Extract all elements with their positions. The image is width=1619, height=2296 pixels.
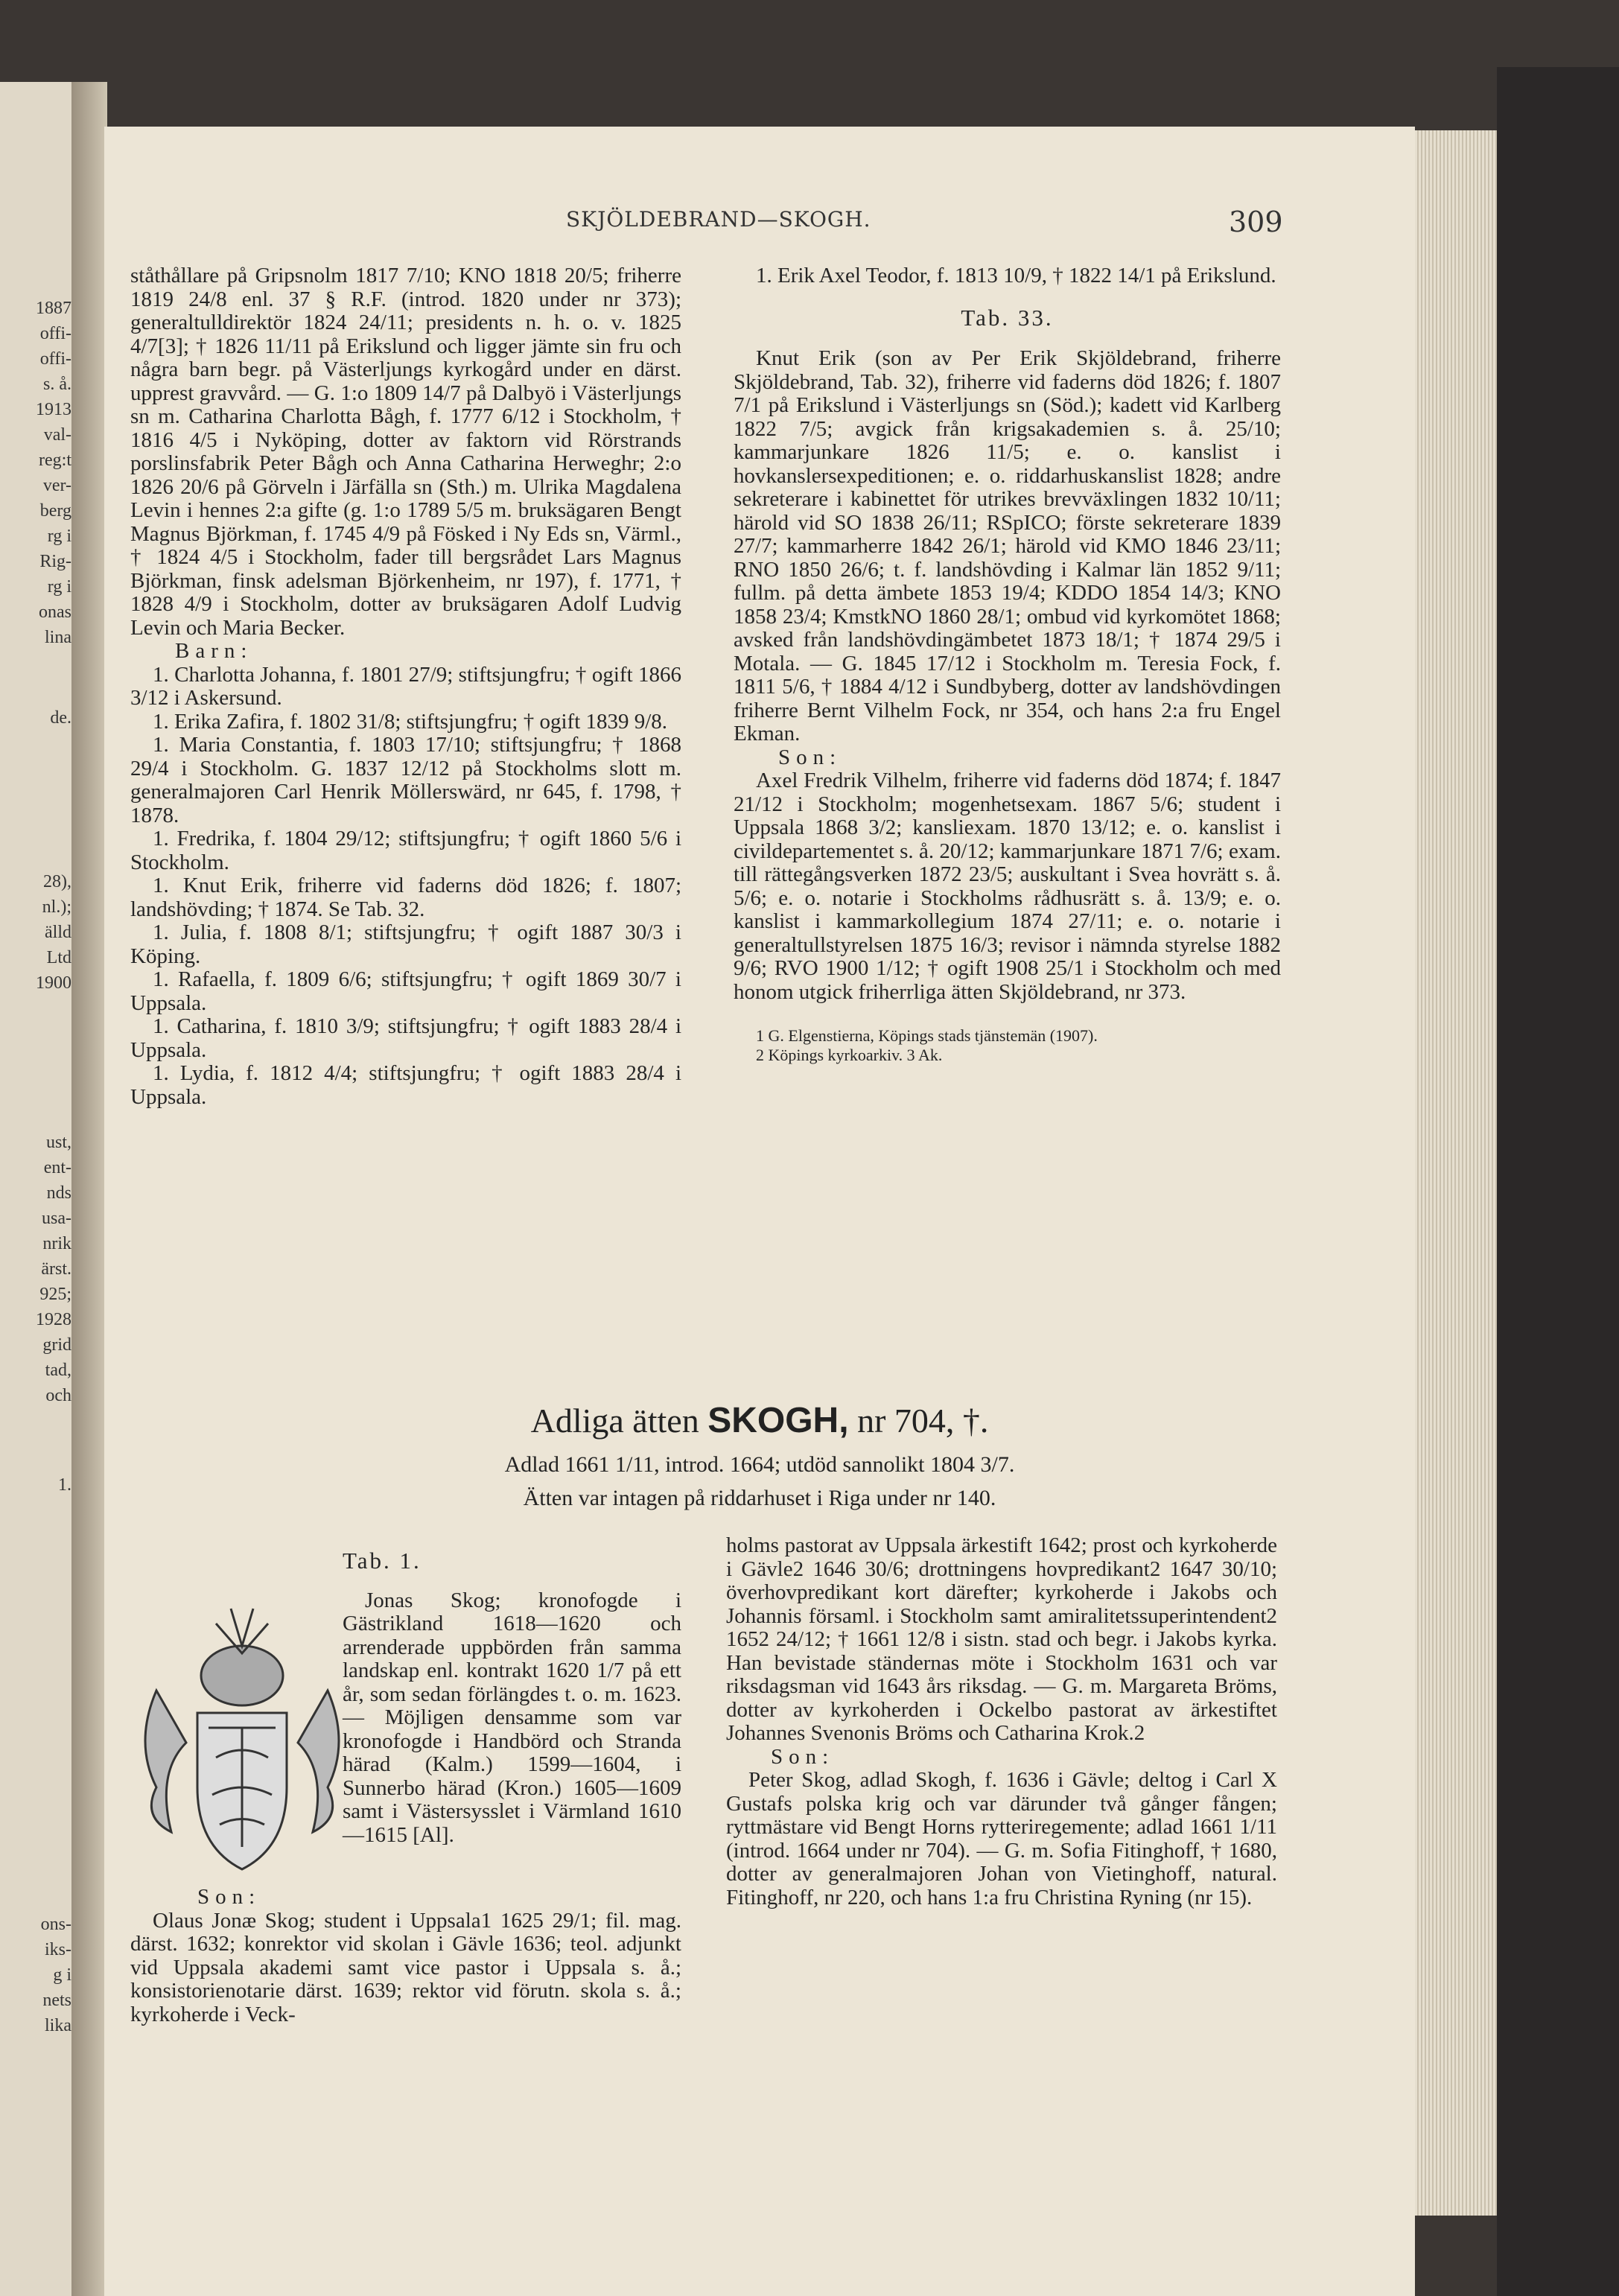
left-page-fragment: berg — [39, 501, 71, 521]
title-name: SKOGH, — [707, 1401, 849, 1440]
left-page-fragment: tad, — [45, 1361, 71, 1380]
left-page-fragment: lina — [45, 628, 71, 647]
coat-of-arms-icon — [127, 1594, 357, 1877]
riga-line: Ätten var intagen på riddarhuset i Riga under nr 140. — [523, 1486, 996, 1510]
book-cover — [1497, 67, 1619, 2296]
left-page-fragment: 1887 — [36, 299, 71, 318]
title-suffix: nr 704, †. — [857, 1402, 989, 1440]
section-label-son: Son: — [771, 1744, 835, 1769]
section-label-barn: Barn: — [175, 639, 253, 663]
left-page-fragment: rg i — [47, 577, 71, 597]
left-page-fragment: nl.); — [42, 897, 71, 917]
paragraph-jonas: Jonas Skog; kronofogde i Gästrikland 1618—1620 och arrenderade uppbörden från samma landskap enl. kontrakt 1620 1/7 på ett år, som sedan förlängdes t. o. m. 1623. — Möjligen densamme som var kronofogde i Handbörd och Stranda härad (Kalm.) 1599—1604, i Sunnerbo härad (Kron.) 1605—1609 samt i Västersysslet i Värmland 1610—1615 [Al]. — [343, 1588, 681, 1847]
paragraph: holms pastorat av Uppsala ärkestift 1642; prost och kyrkoherde i Gävle2 1646 30/6; drottningens hovpredikant2 1647 30/10; överhovpredikant kort därefter; kyrkoherde i Jakobs och Johannis församl. i Stockholm samt amiralitetssuperintendent2 1652 24/12; † 1661 12/8 i sistn. stad och begr. i Jakobs kyrka. Han bevistade ständernas möte i Stockholm 1631 och var riksdagsman vid 1643 års riksdag. — G. m. Margareta Bröms, dotter av kyrkoherden i Ockelbo pastorat av ärkestiftet Johannes Svenonis Bröms och Catharina Krok.2 — [726, 1533, 1277, 1745]
left-page-fragment: val- — [43, 425, 71, 445]
left-page-fragment: ent- — [43, 1158, 71, 1177]
left-page-fragment: nds — [46, 1183, 71, 1203]
child-entry: 1. Maria Constantia, f. 1803 17/10; stiftsjungfru; † 1868 29/4 i Stockholm. G. 1837 12/12 på Stockholms slott m. generalmajoren Carl Henrik Möllerswärd, nr 645, f. 1798, † 1878. — [130, 733, 681, 827]
child-entry: 1. Lydia, f. 1812 4/4; stiftsjungfru; † ogift 1883 28/4 i Uppsala. — [130, 1061, 681, 1109]
left-page-fragment: Ltd — [46, 948, 71, 967]
page-number: 309 — [1229, 206, 1283, 238]
left-page-fragment: Rig- — [39, 552, 71, 571]
left-page-fragment: g i — [53, 1965, 71, 1985]
left-page-fragment: rg i — [47, 527, 71, 546]
left-page-fragment: reg:t — [39, 451, 71, 470]
left-page-fragment: 1928 — [36, 1310, 71, 1329]
left-page-fragment: 1913 — [36, 400, 71, 419]
tab-heading: Tab. 33. — [961, 304, 1054, 331]
right-column — [734, 264, 1281, 1065]
left-page-fragment: onas — [39, 602, 71, 622]
left-page-fragment: och — [45, 1386, 71, 1405]
left-page-fragment: iks- — [45, 1940, 71, 1959]
left-page-fragment: offi- — [39, 324, 71, 343]
left-page-fragment: s. å. — [43, 375, 71, 394]
paragraph: Axel Fredrik Vilhelm, friherre vid faderns död 1874; f. 1847 21/12 i Stockholm; mogenhetsexam. 1867 5/6; student i Uppsala 1868 3/2; kansliexam. 1870 13/12; e. o. kanslist i civildepartementet s. å. 20/12; kammarjunkare 1871 7/6; exam. till rättegångsverken 1872 23/5; auskultant i Svea hovrätt s. å. 5/6; e. o. notarie i Stockholms rådhusrätt s. å. 13/9; e. o. kanslist i kammarkollegium 1874 27/11; e. o. notarie i generaltullstyrelsen 1875 16/3; revisor i nämnda styrelse 1882 9/6; RVO 1900 1/12; † ogift 1908 25/1 i Stockholm och med honom utgick friherrliga ätten Skjöldebrand, nr 373. — [734, 769, 1281, 1004]
page-edges — [1408, 130, 1497, 2216]
child-entry: 1. Knut Erik, friherre vid faderns död 1826; f. 1807; landshövding; † 1874. Se Tab. 32. — [130, 874, 681, 921]
paragraph-olaus: Olaus Jonæ Skog; student i Uppsala1 1625 29/1; fil. mag. därst. 1632; konrektor vid skolan i Gävle 1636; teol. adjunkt vid Uppsala akademi samt vice pastor i Uppsala s. å.; konsistorienotarie därst. 1639; rektor vid förutn. skola s. å.; kyrkoherde i Veck- — [130, 1908, 681, 2026]
left-page-fragment: ons- — [40, 1915, 71, 1934]
left-column — [130, 264, 681, 1109]
left-page-fragment: offi- — [39, 349, 71, 369]
left-page-fragment: de. — [50, 708, 71, 728]
bottom-left-column — [343, 1549, 681, 1847]
child-entry: 1. Rafaella, f. 1809 6/6; stiftsjungfru; † ogift 1869 30/7 i Uppsala. — [130, 967, 681, 1015]
child-entry: 1. Fredrika, f. 1804 29/12; stiftsjungfru; † ogift 1860 5/6 i Stockholm. — [130, 827, 681, 874]
child-entry: 1. Catharina, f. 1810 3/9; stiftsjungfru; † ogift 1883 28/4 i Uppsala. — [130, 1014, 681, 1062]
left-page-fragment: ust, — [45, 1133, 71, 1152]
bottom-right-column — [726, 1534, 1277, 1909]
footnote: 1 G. Elgenstierna, Köpings stads tjänstemän (1907). — [756, 1026, 1098, 1045]
left-page-fragment: 1. — [58, 1475, 71, 1495]
child-entry: 1. Charlotta Johanna, f. 1801 27/9; stiftsjungfru; † ogift 1866 3/12 i Askersund. — [130, 662, 681, 710]
title-prefix: Adliga ätten — [530, 1402, 699, 1440]
bottom-left-column-lower — [130, 1886, 681, 2026]
left-page-fragment: 28), — [43, 872, 71, 891]
left-page-fragment: ärst. — [41, 1259, 71, 1279]
footnote: 2 Köpings kyrkoarkiv. 3 Ak. — [756, 1046, 943, 1064]
paragraph-peter: Peter Skog, adlad Skogh, f. 1636 i Gävle; deltog i Carl X Gustafs polska krig och var därunder två gånger fången; ryttmästare vid Bengt Horns rytteriregemente; adlad 1661 1/11 (introd. 1664 under nr 704). — G. m. Sofia Fitinghoff, † 1680, dotter av generalmajoren Johan von Vietinghoff, natural. Fitinghoff, nr 220, och hans 1:a fru Christina Ryning (nr 15). — [726, 1768, 1277, 1909]
left-page-fragment: ver- — [42, 476, 71, 495]
child-entry: 1. Julia, f. 1808 8/1; stiftsjungfru; † ogift 1887 30/3 i Köping. — [130, 920, 681, 968]
child-entry: 1. Erika Zafira, f. 1802 31/8; stiftsjungfru; † ogift 1839 9/8. — [153, 709, 668, 734]
paragraph: ståthållare på Gripsnolm 1817 7/10; KNO 1818 20/5; friherre 1819 24/8 enl. 37 § R.F. (introd. 1820 under nr 373); generaltulldirektör 1824 24/11; presidents n. h. o. v. 1825 4/7[3]; † 1826 11/11 på Erikslund och ligger jämte sin fru och några barn begr. på Västerljungs kyrkogård under en därst. upprest gravvård. — G. 1:o 1809 14/7 på Dalbyö i Västerljungs sn m. Catharina Charlotta Bågh, f. 1777 6/12 i Stockholm, † 1816 4/5 i Nyköping, dotter av faktorn vid Rörstrands porslinsfabrik Peter Bågh och Anna Catharina Herweghr; 2:o 1826 20/6 på Görveln i Järfälla sn (Sth.) m. Ulrika Magdalena Levin i hennes 2:a gifte (g. 1:o 1789 5/5 m. bruksägaren Bengt Magnus Björkman, f. 1745 4/9 på Fösked i Ny Eds sn, Värml., † 1824 4/5 i Stockholm, fader till bergsrådet Lars Magnus Björkman, finsk adelsman Björkenheim, nr 197), f. 1771, † 1828 4/9 i Stockholm, dotter av bruksägaren Adolf Ludvig Levin och Maria Becker. — [130, 264, 681, 640]
left-page-fragment: grid — [42, 1335, 71, 1355]
running-header: SKJÖLDEBRAND—SKOGH. — [566, 207, 871, 232]
book-gutter — [71, 82, 107, 2296]
left-page-fragment: 925; — [39, 1285, 71, 1304]
section-title — [149, 1400, 1370, 1441]
section-label-son: Son: — [778, 745, 842, 769]
left-page-fragment: 1900 — [36, 973, 71, 993]
left-page-fragment: nets — [42, 1991, 71, 2010]
child-entry: 1. Erik Axel Teodor, f. 1813 10/9, † 1822 14/1 på Erikslund. — [756, 264, 1276, 287]
section-label-son: Son: — [197, 1885, 261, 1909]
paragraph: Knut Erik (son av Per Erik Skjöldebrand, friherre Skjöldebrand, Tab. 32), friherre vid faderns död 1826; f. 1807 7/1 på Erikslund i Västerljungs sn (Söd.); kadett vid Karlberg 1822 7/5; avgick från krigsakademien s. å. 25/10; kammarjunkare 1826 11/5; e. o. kanslist i hovkanslersexpeditionen; e. o. riddarhuskanslist 1828; andre sekreterare i kabinettet för utrikes brevväxlingen 1832 10/11; härold vid SO 1838 26/11; RSpICO; förste sekreterare 1839 27/7; kammarherre 1842 26/1; härold vid KMO 1846 23/11; RNO 1850 26/6; t. f. landshövding i Kalmar län 1852 9/11; fullm. på detta ämbete 1853 19/4; KDDO 1854 14/3; KNO 1858 23/4; KmstkNO 1860 28/1; ombud vid kyrkomötet 1868; avsked från landshövdingämbetet 1873 18/1; † 1874 29/5 i Motala. — G. 1845 17/12 i Stockholm m. Teresia Fock, f. 1811 5/6, † 1884 4/12 i Sundbyberg, dotter av landshövdingen friherre Bernt Vilhelm Fock, nr 354, och hans 2:a fru Engel Ekman. — [734, 346, 1281, 745]
left-page-fragment: lika — [45, 2016, 71, 2035]
left-page-fragment: nrik — [42, 1234, 71, 1253]
tab-heading: Tab. 1. — [343, 1548, 422, 1574]
left-page-fragment: usa- — [42, 1209, 71, 1228]
ennoblement-line: Adlad 1661 1/11, introd. 1664; utdöd sannolikt 1804 3/7. — [504, 1452, 1015, 1477]
left-page-fragment: älld — [45, 923, 71, 942]
